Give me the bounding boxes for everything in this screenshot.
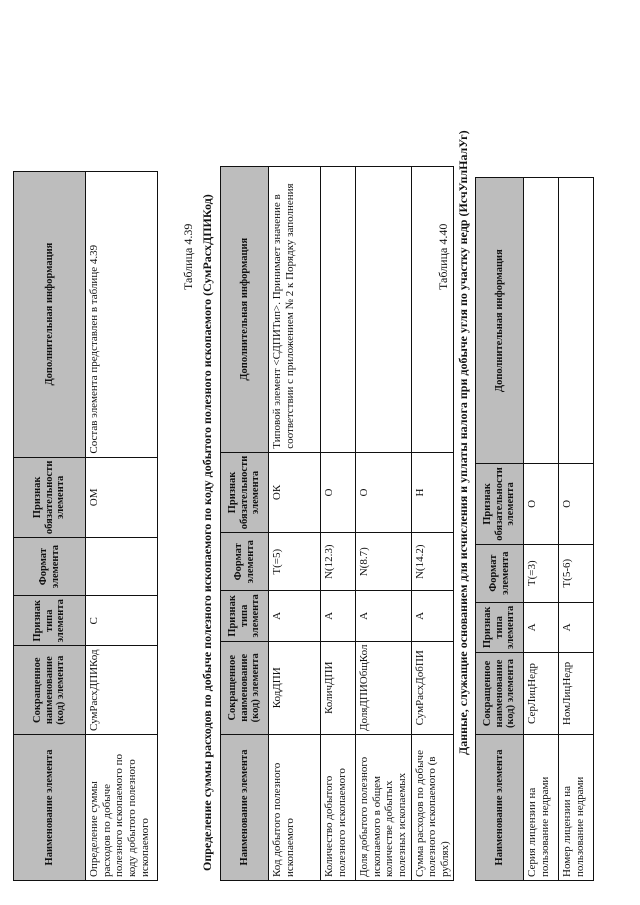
table-continuation — [13, 171, 158, 881]
cell-name: Сумма расходов по добыче полезного ископаемого (в рублях) — [411, 735, 454, 881]
cell-type: А — [356, 591, 412, 641]
cell-info — [321, 166, 356, 452]
cell-name: Определение суммы расходов по добыче полезного ископаемого по коду добытого полезного ископаемого — [86, 735, 158, 881]
cell-type: А — [269, 591, 321, 641]
cell-type: А — [559, 602, 594, 652]
cell-name: Серия лицензии на пользование недрами — [524, 735, 559, 881]
cell-mandatory: О — [559, 464, 594, 545]
cell-info — [411, 166, 454, 452]
cell-name: Доля добытого полезного ископаемого в общем количестве добытых полезных ископаемых — [356, 735, 412, 881]
header-type: Признак типа элемента — [14, 596, 86, 646]
table-row — [559, 178, 594, 881]
table-row — [524, 178, 559, 881]
cell-name: Количество добытого полезного ископаемого — [321, 735, 356, 881]
cell-type: А — [524, 602, 559, 652]
table-header-row — [476, 178, 524, 881]
cell-code: СумРасхДПИКод — [86, 646, 158, 735]
header-format: Формат элемента — [476, 544, 524, 602]
cell-type: С — [86, 596, 158, 646]
cell-format — [86, 538, 158, 596]
cell-mandatory: О — [321, 452, 356, 533]
cell-mandatory: О — [356, 452, 412, 533]
header-name: Наименование элемента — [14, 735, 86, 881]
cell-format: T(=3) — [524, 544, 559, 602]
table-row — [356, 166, 412, 880]
header-info: Дополнительная информация — [476, 178, 524, 464]
cell-code: ДоляДПИОбщКол — [356, 641, 412, 734]
cell-format: N(12.3) — [321, 533, 356, 591]
cell-name: Номер лицензии на пользование недрами — [559, 735, 594, 881]
header-name: Наименование элемента — [476, 735, 524, 881]
table-header-row — [221, 166, 269, 880]
cell-info: Типовой элемент <СДПИТип>. Принимает значение в соответствии с приложением № 2 к Порядку заполнения — [269, 166, 321, 452]
cell-code: КодДПИ — [269, 641, 321, 734]
table-row — [321, 166, 356, 880]
table-title-4-39: Определение суммы расходов по добыче полезного ископаемого по коду добытого полезного ископаемого (СумРасхДПИКод) — [200, 194, 214, 871]
cell-format: T(5-6) — [559, 544, 594, 602]
cell-mandatory: ОК — [269, 452, 321, 533]
header-info: Дополнительная информация — [221, 166, 269, 452]
table-row — [86, 171, 158, 880]
header-mandatory: Признак обязательности элемента — [14, 457, 86, 538]
header-format: Формат элемента — [221, 533, 269, 591]
cell-type: А — [321, 591, 356, 641]
header-info: Дополнительная информация — [14, 171, 86, 457]
header-format: Формат элемента — [14, 538, 86, 596]
cell-info — [559, 178, 594, 464]
table-4-40 — [475, 177, 594, 881]
cell-type: А — [411, 591, 454, 641]
table-label-4-39: Таблица 4.39 — [181, 223, 195, 290]
header-mandatory: Признак обязательности элемента — [221, 452, 269, 533]
cell-info — [524, 178, 559, 464]
table-label-4-40: Таблица 4.40 — [436, 223, 450, 290]
cell-code: КоличДПИ — [321, 641, 356, 734]
cell-code: НомЛицНедр — [559, 653, 594, 735]
table-header-row — [14, 171, 86, 880]
cell-format: T(=5) — [269, 533, 321, 591]
cell-mandatory: Н — [411, 452, 454, 533]
cell-info: Состав элемента представлен в таблице 4.39 — [86, 171, 158, 457]
cell-format: N(14.2) — [411, 533, 454, 591]
table-title-4-40: Данные, служащие основанием для исчисления и уплаты налога при добыче угля по участку недр (ИсчУплНалУг) — [456, 130, 470, 755]
cell-info — [356, 166, 412, 452]
cell-code: СерЛицНедр — [524, 653, 559, 735]
header-mandatory: Признак обязательности элемента — [476, 464, 524, 545]
table-row — [269, 166, 321, 880]
cell-format: N(8.7) — [356, 533, 412, 591]
header-name: Наименование элемента — [221, 735, 269, 881]
header-type: Признак типа элемента — [221, 591, 269, 641]
cell-mandatory: О — [524, 464, 559, 545]
cell-code: СумРасхДобПИ — [411, 641, 454, 734]
cell-name: Код добытого полезного ископаемого — [269, 735, 321, 881]
header-type: Признак типа элемента — [476, 602, 524, 652]
header-code: Сокращенное наименование (код) элемента — [221, 641, 269, 734]
header-code: Сокращенное наименование (код) элемента — [476, 653, 524, 735]
table-4-39 — [220, 166, 454, 881]
header-code: Сокращенное наименование (код) элемента — [14, 646, 86, 735]
cell-mandatory: ОМ — [86, 457, 158, 538]
